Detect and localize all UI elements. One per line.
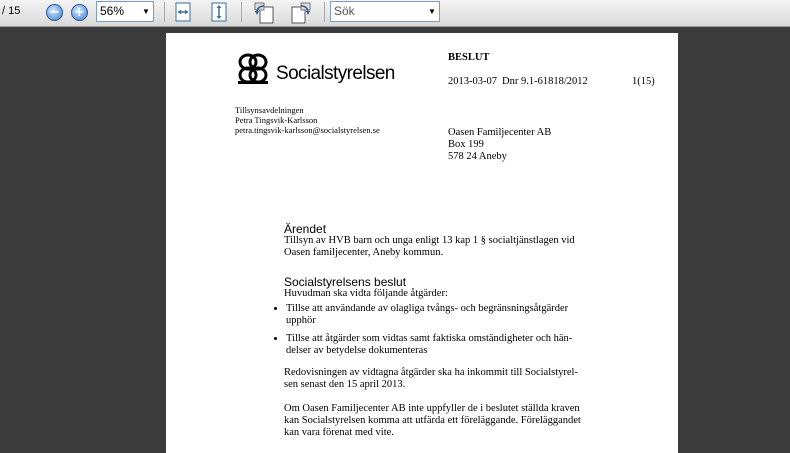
sender-email: petra.tingsvik-karlsson@socialstyrelsen.se — [235, 125, 380, 135]
toolbar-divider — [241, 2, 242, 22]
chevron-down-icon[interactable]: ▼ — [428, 7, 436, 16]
list-item-line: delser av betydelse dokumenteras — [286, 345, 428, 356]
pdf-toolbar — [0, 0, 790, 27]
fit-page-button[interactable] — [208, 1, 230, 23]
document-type: BESLUT — [448, 52, 490, 63]
zoom-select[interactable] — [96, 1, 154, 22]
rotate-right-icon — [289, 1, 313, 25]
chevron-down-icon[interactable]: ▼ — [142, 7, 150, 16]
list-item-line: • Tillse att användande av olagliga tvångs- och begränsningsåtgärder — [286, 303, 569, 314]
paragraph-line: sen senast den 15 april 2013. — [284, 379, 406, 390]
fit-page-icon — [208, 1, 230, 23]
rotate-counterclockwise-button[interactable] — [252, 1, 274, 23]
rotate-clockwise-button[interactable] — [289, 1, 311, 23]
recipient-name: Oasen Familjecenter AB — [448, 127, 552, 138]
rotate-left-icon — [252, 1, 276, 25]
recipient-city: 578 24 Aneby — [448, 151, 507, 162]
recipient-box: Box 199 — [448, 139, 484, 150]
list-item — [286, 333, 672, 357]
sender-name: Petra Tingsvik-Karlsson — [235, 115, 318, 125]
document-page — [166, 33, 678, 453]
toolbar-divider — [164, 2, 165, 22]
document-dnr: Dnr 9.1-61818/2012 — [502, 76, 588, 87]
list-item-line: upphör — [286, 315, 316, 326]
section-heading-beslut: Socialstyrelsens beslut — [284, 275, 407, 289]
sender-department: Tillsynsavdelningen — [235, 105, 304, 115]
search-placeholder: Sök — [334, 4, 355, 18]
plus-icon: + — [74, 5, 85, 20]
search-input[interactable] — [330, 1, 440, 22]
paragraph-line: Oasen familjecenter, Aneby kommun. — [284, 247, 444, 258]
minus-icon: − — [49, 5, 60, 20]
bullet-list — [272, 303, 672, 363]
list-item — [286, 303, 672, 327]
logo-mark-icon — [236, 53, 272, 85]
section-heading-arendet: Ärendet — [284, 222, 327, 236]
list-item-line: • Tillse att åtgärder som vidtas samt faktiska omständigheter och hän- — [286, 333, 573, 344]
zoom-in-button[interactable] — [71, 4, 88, 21]
paragraph-line: Om Oasen Familjecenter AB inte uppfyller de i beslutet ställda kraven — [284, 403, 580, 414]
logo-text: Socialstyrelsen — [276, 63, 395, 84]
page-count-label: / 15 — [2, 5, 21, 17]
paragraph-line: kan vara förenat med vite. — [284, 427, 394, 438]
fit-width-icon — [172, 1, 194, 23]
zoom-value: 56% — [100, 4, 125, 18]
paragraph-line: Huvudman ska vidta följande åtgärder: — [284, 288, 448, 299]
toolbar-divider — [324, 2, 325, 22]
paragraph-line: kan Socialstyrelsen komma att utfärda ett föreläggande. Föreläggandet — [284, 415, 581, 426]
zoom-out-button[interactable] — [46, 4, 63, 21]
fit-width-button[interactable] — [172, 1, 194, 23]
paragraph-line: Redovisningen av vidtagna åtgärder ska ha inkommit till Socialstyrel- — [284, 367, 578, 378]
paragraph-line: Tillsyn av HVB barn och unga enligt 13 kap 1 § socialtjänstlagen vid — [284, 235, 575, 246]
page-indicator: 1(15) — [632, 76, 655, 87]
document-date: 2013-03-07 — [448, 76, 497, 87]
